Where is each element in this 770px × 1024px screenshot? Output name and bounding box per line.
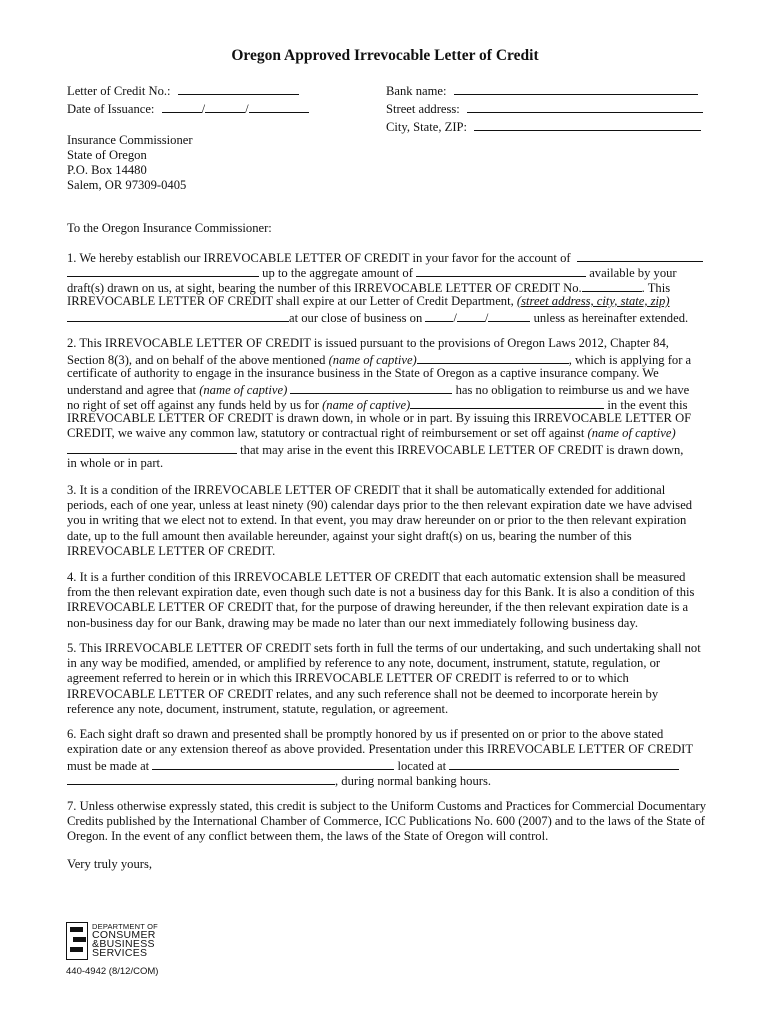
date-issuance-row (67, 100, 309, 117)
p6-text: , during normal banking hours. (335, 774, 492, 788)
paragraph-3: 3. It is a condition of the IRREVOCABLE LETTER OF CREDIT that it shall be automatically extended for additional periods, each of one year, unless at least ninety (90) calendar days prior to the then relevant expiration date we have advised you in writing that we elect not to extend. In that event, you may draw hereunder on or prior to the then relevant expiration date, up to the full amount then available hereunder, against your sight draft(s) on us, bearing the number of this IRREVOCABLE LETTER OF CREDIT. (67, 483, 693, 558)
presentation-address-field[interactable] (67, 772, 335, 785)
date-slash: / (201, 102, 206, 116)
p2-text: understand and agree that (67, 383, 197, 397)
p2-line9: in whole or in part. (67, 456, 164, 470)
captive-name-field[interactable] (410, 396, 604, 409)
p2-line3: certificate of authority to engage in the insurance business in the State of Oregon as a captive insurance company. We (67, 366, 659, 380)
date-day-field[interactable] (205, 100, 245, 113)
document-title: Oregon Approved Irrevocable Letter of Credit (231, 47, 539, 64)
p6-line4 (67, 772, 491, 789)
expiry-month-field[interactable] (425, 309, 453, 322)
p1-text: up to the aggregate amount of (262, 266, 413, 280)
expiry-year-field[interactable] (488, 309, 530, 322)
captive-name-field[interactable] (67, 441, 237, 454)
bank-name-field[interactable] (454, 82, 698, 95)
loc-number-ref-field[interactable] (582, 279, 642, 292)
street-address-row (386, 100, 703, 117)
p1-text: 1. We hereby establish our IRREVOCABLE LETTER OF CREDIT in your favor for the account of (67, 251, 571, 265)
presentation-location-field[interactable] (449, 757, 679, 770)
p1-text: at our close of business on (289, 311, 423, 325)
address-line: State of Oregon (67, 148, 147, 162)
p2-text: CREDIT, we waive any common law, statutory or contractual right of reimbursement or set off against (67, 426, 585, 440)
p2-text: no right of set off against any funds held by us for (67, 398, 319, 412)
captive-placeholder: (name of captive) (322, 398, 411, 412)
aggregate-amount-field[interactable] (416, 264, 586, 277)
captive-placeholder: (name of captive) (587, 426, 676, 440)
p6-line2: expiration date or any extension thereof as above provided. Presentation under this IRREVOCABLE LETTER OF CREDIT (67, 742, 694, 756)
city-state-zip-row (386, 118, 701, 135)
p1-text: available by your (589, 266, 677, 280)
city-state-zip-label: City, State, ZIP: (386, 120, 468, 134)
street-address-field[interactable] (467, 100, 703, 113)
date-slash: / (484, 311, 489, 325)
captive-name-field[interactable] (417, 351, 569, 364)
captive-placeholder: (name of captive) (199, 383, 288, 397)
loc-number-label: Letter of Credit No.: (67, 84, 171, 98)
p2-text: has no obligation to reimburse us and we have (455, 383, 690, 397)
dcbs-logo-mark (66, 922, 88, 960)
logo-line: BUSINESS (99, 938, 155, 950)
p2-text: that may arise in the event this IRREVOCABLE LETTER OF CREDIT is drawn down, (240, 443, 684, 457)
p2-line6: IRREVOCABLE LETTER OF CREDIT is drawn down, in whole or in part. By issuing this IRREVOCABLE LETTER OF (67, 411, 692, 425)
loc-number-field[interactable] (178, 82, 299, 95)
p2-text: , which is applying for a (568, 353, 692, 367)
paragraph-4: 4. It is a further condition of this IRREVOCABLE LETTER OF CREDIT that each automatic extension shall be measured from the then relevant expiration date, even though such date is not a business day for this Bank. It is also a condition of this IRREVOCABLE LETTER OF CREDIT that, for the purpose of drawing hereunder, if the then relevant expiration date is a non-business day for our Bank, drawing may be made no later than our next immediately following business day. (67, 570, 695, 630)
paragraph-5: 5. This IRREVOCABLE LETTER OF CREDIT sets forth in full the terms of our undertaking, and such undertaking shall not in any way be modified, amended, or amplified by reference to any note, document, instrument, statute, regulation, or agreement referred to herein or in which this IRREVOCABLE LETTER OF CREDIT is referred to or to which IRREVOCABLE LETTER OF CREDIT relates, and any such reference shall not be deemed to incorporate herein by reference any note, document, instrument, statute, regulation, or agreement. (67, 641, 701, 716)
dcbs-logo-text (92, 922, 158, 958)
account-name-field[interactable] (67, 264, 259, 277)
p1-text: unless as hereinafter extended. (533, 311, 689, 325)
date-year-field[interactable] (249, 100, 309, 113)
bank-name-label: Bank name: (386, 84, 447, 98)
presentation-bank-field[interactable] (152, 757, 394, 770)
date-slash: / (245, 102, 249, 116)
captive-placeholder: (name of captive) (328, 353, 417, 367)
expiry-address-field[interactable] (67, 309, 289, 322)
logo-line: DEPARTMENT OF (92, 922, 158, 931)
dcbs-logo (66, 922, 176, 962)
captive-name-field[interactable] (290, 381, 452, 394)
address-line: Insurance Commissioner (67, 133, 193, 147)
account-of-field[interactable] (577, 249, 703, 262)
date-issuance-label: Date of Issuance: (67, 102, 155, 116)
salutation: To the Oregon Insurance Commissioner: (67, 221, 272, 235)
logo-line: CONSUMER (92, 929, 156, 941)
date-slash: / (453, 311, 457, 325)
p6-text: must be made at (67, 759, 150, 773)
p2-text: Section 8(3), and on behalf of the above mentioned (67, 353, 326, 367)
p2-line7 (67, 426, 676, 441)
form-number: 440-4942 (8/12/COM) (66, 966, 159, 977)
p1-line4 (67, 294, 670, 309)
logo-line: SERVICES (92, 947, 148, 959)
street-address-label: Street address: (386, 102, 460, 116)
p1-line5 (67, 309, 688, 326)
address-line: P.O. Box 14480 (67, 163, 147, 177)
p2-line1: 2. This IRREVOCABLE LETTER OF CREDIT is issued pursuant to the provisions of Oregon Laws 2012, Chapter 84, (67, 336, 669, 350)
loc-number-row (67, 82, 299, 99)
bank-name-row (386, 82, 698, 99)
address-line: Salem, OR 97309-0405 (67, 178, 187, 192)
p6-line1: 6. Each sight draft so drawn and presented shall be promptly honored by us if presented on or prior to the above stated (67, 727, 664, 741)
address-placeholder: (street address, city, state, zip) (516, 294, 670, 308)
p2-text: in the event this (607, 398, 688, 412)
date-month-field[interactable] (162, 100, 202, 113)
p1-text: IRREVOCABLE LETTER OF CREDIT shall expire at our Letter of Credit Department, (67, 294, 514, 308)
p1-text: . This (641, 281, 671, 295)
city-state-zip-field[interactable] (474, 118, 701, 131)
expiry-day-field[interactable] (457, 309, 485, 322)
paragraph-7: 7. Unless otherwise expressly stated, this credit is subject to the Uniform Customs and Practices for Commercial Documentary Credits published by the International Chamber of Commerce, ICC Publications No. 600 (2007) and to the laws of the State of Oregon. In the event of any conflict between them, the laws of the State of Oregon will control. (67, 799, 706, 844)
closing: Very truly yours, (67, 857, 152, 871)
p6-text: located at (397, 759, 447, 773)
logo-ampersand: & (92, 938, 100, 950)
p1-text: draft(s) drawn on us, at sight, bearing the number of this IRREVOCABLE LETTER OF CREDIT No. (67, 281, 582, 295)
